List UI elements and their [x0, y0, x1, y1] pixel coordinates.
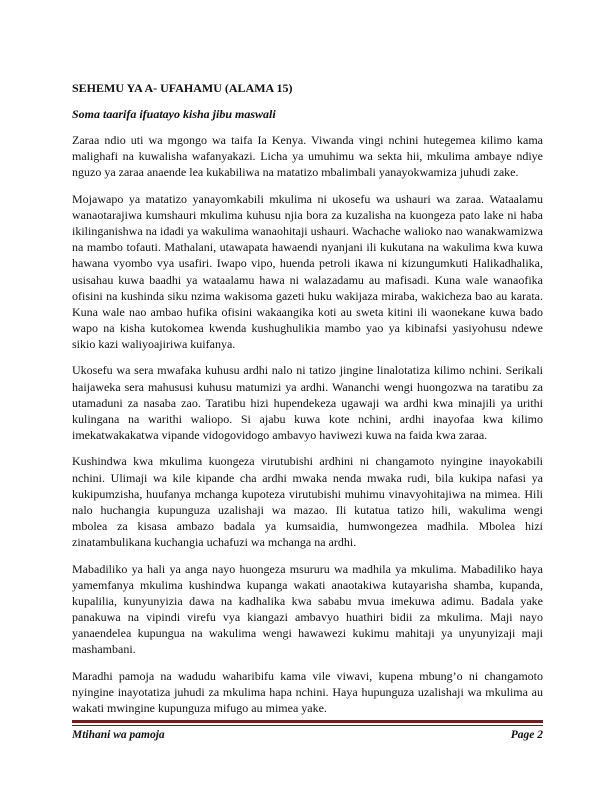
- section-heading: SEHEMU YA A- UFAHAMU (ALAMA 15): [72, 81, 293, 95]
- paragraph-line: kulingana na warithi waliopo. Si ajabu kuwa kote nchini, ardhi inayofaa kwa kilimo: [72, 412, 543, 426]
- paragraph-line: mashambani.: [72, 642, 136, 657]
- paragraph-line: wakati mwingine kupunguza mifugo au mimea yake.: [72, 701, 327, 715]
- paragraph-line: mbolea za kisasa ambazo badala ya kumsaidia, humwongezea madhila. Mbolea hizi: [72, 519, 543, 534]
- paragraph-line: nguzo ya zaraa anaende lea kukabiliwa na matatizo mbalimbali yanayokwamiza juhudi zake.: [72, 165, 519, 180]
- paragraph: [72, 362, 543, 443]
- paragraph-line: ofisini na kushinda siku nzima wakisoma gazeti huku wakijaza miraba, wakicheza bao au karata.: [72, 288, 543, 303]
- paragraph-line: panakuwa na vipindi virefu vya kiangazi ambavyo huathiri bidii za mkulima. Maji nayo: [72, 610, 543, 625]
- paragraph-line: Mojawapo ya matatizo yanayomkabili mkulima ni ukosefu wa ushauri wa zaraa. Wataalamu: [72, 191, 543, 206]
- paragraph: [72, 132, 543, 181]
- paragraph: [72, 453, 543, 550]
- paragraph-line: Mabadiliko ya hali ya anga nayo huongeza msururu wa madhila ya mkulima. Mabadiliko haya: [72, 561, 543, 576]
- paragraph-line: kupalilia, kunyunyizia dawa na kadhalika kwa sababu mvua imekuwa adimu. Badala yake: [72, 593, 543, 608]
- paragraph-line: Kushindwa kwa mkulima kuongeza virutubishi ardhini ni changamoto nyingine inayokabili: [72, 454, 543, 469]
- footer-title: Mtihani wa pamoja: [72, 729, 165, 741]
- paragraph: [72, 668, 543, 717]
- paragraph-line: Zaraa ndio uti wa mgongo wa taifa Ia Kenya. Viwanda vingi nchini hutegemea kilimo kama: [72, 133, 543, 147]
- paragraph-line: wanaotarajiwa kumshauri mkulima kuhusu njia bora za kuzalisha na kuongeza pato lake ni haba: [72, 207, 543, 222]
- paragraph-line: imekatwakakatwa vipande vidogovidogo ambavyo haviwezi kuwa na faida kwa zaraa.: [72, 428, 488, 443]
- paragraph-line: ikilinganishwa na idadi ya wakulima wanaohitaji ushauri. Wachache walioko nao wanakwamizwa: [72, 223, 543, 238]
- paragraph-line: na mambo tofauti. Mathalani, utawapata hawaendi nyanjani ili kukutana na wakulima kwa kuwa: [72, 240, 543, 255]
- paragraph-line: yanaendelea kupungua na wakulima wengi hawawezi kukimu mahitaji ya unyunyizaji maji: [72, 626, 543, 641]
- paragraph-line: malighafi na kuwalisha wafanyakazi. Licha ya umuhimu wa sekta hii, mkulima ambaye ndiye: [72, 149, 543, 164]
- page-footer: [72, 729, 543, 741]
- paragraph-line: sikio kazi waliyoajiriwa kuifanya.: [72, 337, 236, 352]
- paragraph-line: zinatambulikana kuchangia uchafuzi wa mchanga na ardhi.: [72, 535, 357, 550]
- instruction: Soma taarifa ifuatayo kisha jibu maswali: [72, 107, 276, 121]
- paragraph-line: haijaweka sera mahususi kuhusu matumizi ya ardhi. Wananchi wengi huongozwa na taratibu za: [72, 379, 543, 394]
- paragraph-line: wapo na kisha kutokomea kwenda kushughulikia mambo yao ya kibinafsi yasiyohusu ndewe: [72, 321, 543, 336]
- footer-divider-thin: [72, 725, 543, 726]
- paragraph-line: hawana vyombo vya usafiri. Iwapo vipo, huenda petroli ikawa ni kizungumkuti Halikadhalika,: [72, 256, 543, 271]
- paragraph-line: yamemfanya mkulima kushindwa kupanga wakati anaotakiwa kutayarisha shamba, kupanda,: [72, 577, 543, 592]
- paragraph-line: usisahau kuwa baadhi ya wataalamu hawa ni walazadamu au mafisadi. Kuna wale wanaofika: [72, 272, 543, 287]
- paragraph-line: Ukosefu wa sera mwafaka kuhusu ardhi nalo ni tatizo jingine linalotatiza kilimo nchini. Serikali: [72, 363, 543, 378]
- footer-divider: [72, 720, 543, 723]
- paragraph: [72, 561, 543, 658]
- paragraph-line: kukipumzisha, huufanya mchanga kupoteza virutubishi muhimu vinavyohitajiwa na mimea. Hili: [72, 486, 543, 501]
- document-page: [72, 80, 543, 726]
- paragraph-line: Maradhi pamoja na wadudu waharibifu kama vile viwavi, kupena mbung’o ni changamoto: [72, 668, 543, 683]
- paragraph-line: nchini. Ulimaji wa kile kipande cha ardhi mwaka nenda mwaka rudi, bila kukipa nafasi ya: [72, 470, 543, 485]
- paragraph: [72, 191, 543, 353]
- paragraph-line: nyingine inayotatiza juhudi za mkulima hapa nchini. Haya hupunguza uzalishaji wa mkulima au: [72, 684, 543, 699]
- paragraph-line: Kuna wale nao ambao hufika ofisini wakaangika koti au sweta kitini ili waonekane kuwa bado: [72, 304, 543, 319]
- paragraph-line: utamaduni za nasaba zao. Taratibu hizi hupendekeza ugawaji wa ardhi kwa minajili ya urithi: [72, 395, 543, 410]
- page-number: Page 2: [510, 729, 543, 741]
- passage: [72, 132, 543, 716]
- paragraph-line: nalo huchangia kupunguza uzalishaji wa mazao. Ili kutatua tatizo hili, wakulima wengi: [72, 502, 543, 517]
